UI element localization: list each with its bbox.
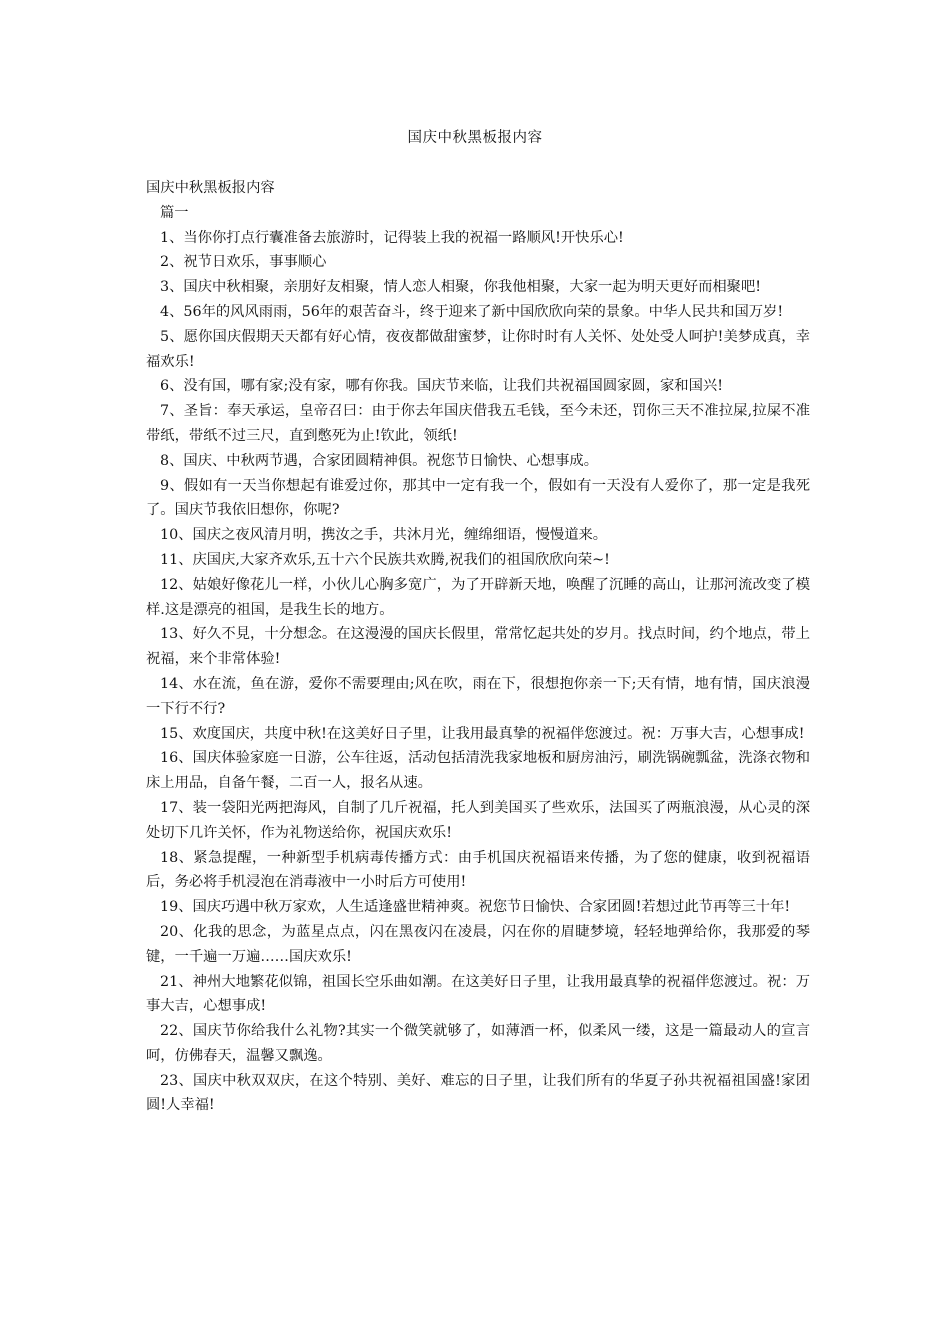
- list-item: 17、装一袋阳光两把海风，自制了几斤祝福，托人到美国买了些欢乐，法国买了两瓶浪漫，从心灵的深处切下几许关怀，作为礼物送给你，祝国庆欢乐!: [146, 799, 810, 841]
- page-title: 国庆中秋黑板报内容: [407, 130, 543, 146]
- list-item: 10、国庆之夜风清月明，携汝之手，共沐月光，缠绵细语，慢慢道来。: [160, 527, 608, 544]
- list-item: 18、紧急提醒，一种新型手机病毒传播方式：由手机国庆祝福语来传播，为了您的健康，收到祝福语后，务必将手机浸泡在消毒液中一小时后方可使用!: [146, 849, 810, 891]
- list-item: 4、56年的风风雨雨，56年的艰苦奋斗，终于迎来了新中国欣欣向荣的景象。中华人民共和国万岁!: [160, 303, 784, 320]
- list-item: 14、水在流，鱼在游，爱你不需要理由;风在吹，雨在下，很想抱你亲一下;天有情，地有情，国庆浪漫一下行不行?: [146, 675, 810, 717]
- list-item: 1、当你你打点行囊准备去旅游时，记得装上我的祝福一路顺风!开快乐心!: [160, 229, 624, 246]
- list-item: 21、神州大地繁花似锦，祖国长空乐曲如潮。在这美好日子里，让我用最真挚的祝福伴您渡过。祝：万事大吉，心想事成!: [146, 973, 810, 1015]
- list-item: 19、国庆巧遇中秋万家欢，人生适逢盛世精神爽。祝您节日愉快、合家团圆!若想过此节再等三十年!: [160, 899, 791, 916]
- list-item: 3、国庆中秋相聚，亲朋好友相聚，情人恋人相聚，你我他相聚，大家一起为明天更好而相聚吧!: [160, 279, 762, 296]
- list-item: 16、国庆体验家庭一日游，公车往返，活动包括清洗我家地板和厨房油污，刷洗锅碗瓢盆，洗涤衣物和床上用品，自备午餐，二百一人，报名从速。: [146, 750, 810, 792]
- list-item: 6、没有国，哪有家;没有家，哪有你我。国庆节来临，让我们共祝福国圆家圆，家和国兴!: [160, 378, 723, 395]
- list-item: 15、欢度国庆，共度中秋!在这美好日子里，让我用最真挚的祝福伴您渡过。祝：万事大吉，心想事成!: [160, 725, 805, 742]
- section-heading: 篇一: [160, 204, 189, 221]
- list-item: 5、愿你国庆假期天天都有好心情，夜夜都做甜蜜梦，让你时时有人关怀、处处受人呵护!美梦成真，幸福欢乐!: [146, 328, 810, 370]
- list-item: 11、庆国庆,大家齐欢乐,五十六个民族共欢腾,祝我们的祖国欣欣向荣~!: [160, 551, 610, 568]
- list-item: 12、姑娘好像花儿一样，小伙儿心胸多宽广，为了开辟新天地，唤醒了沉睡的高山，让那河流改变了模样.这是漂亮的祖国，是我生长的地方。: [146, 576, 810, 618]
- list-item: 2、祝节日欢乐，事事顺心: [160, 254, 327, 271]
- document-subtitle: 国庆中秋黑板报内容: [146, 180, 275, 196]
- list-item: 8、国庆、中秋两节遇，合家团圆精神俱。祝您节日愉快、心想事成。: [160, 452, 598, 469]
- list-item: 23、国庆中秋双双庆，在这个特别、美好、难忘的日子里，让我们所有的华夏子孙共祝福祖国盛!家团圆!人幸福!: [146, 1072, 810, 1114]
- list-item: 13、好久不見，十分想念。在这漫漫的国庆长假里，常常忆起共处的岁月。找点时间，约个地点，带上祝福，来个非常体验!: [146, 626, 810, 668]
- list-item: 22、国庆节你给我什么礼物?其实一个微笑就够了，如薄酒一杯，似柔风一缕，这是一篇最动人的宣言呵，仿佛春天，温馨又飘逸。: [146, 1023, 810, 1064]
- document-body: [146, 176, 810, 1118]
- list-item: 7、圣旨：奉天承运，皇帝召曰：由于你去年国庆借我五毛钱，至今未还，罚你三天不准拉屎,拉屎不准带纸，带纸不过三尺，直到憋死为止!钦此，领纸!: [146, 403, 810, 444]
- list-item: 20、化我的思念，为蓝星点点，闪在黑夜闪在凌晨，闪在你的眉睫梦境，轻轻地弹给你，我那爱的琴键，一千遍一万遍……国庆欢乐!: [146, 923, 810, 965]
- list-item: 9、假如有一天当你想起有谁爱过你，那其中一定有我一个，假如有一天没有人爱你了，那一定是我死了。国庆节我依旧想你，你呢?: [146, 477, 810, 519]
